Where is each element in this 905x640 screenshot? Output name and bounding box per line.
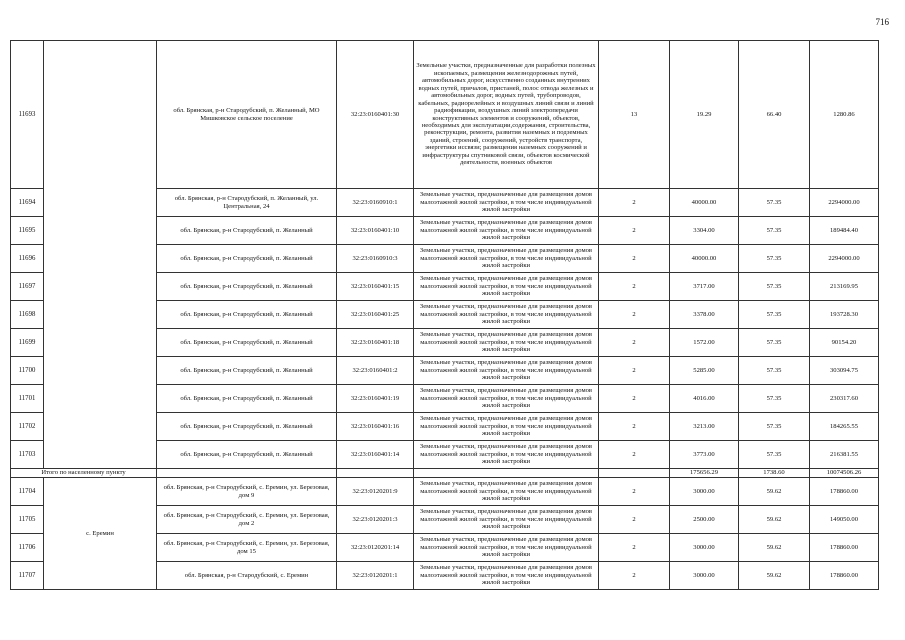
total-label: Итого по населенному пункту <box>11 469 157 478</box>
row-cadastral-value: 178860.00 <box>810 478 879 506</box>
row-cadastral-value: 230317.60 <box>810 385 879 413</box>
row-number: 11698 <box>11 301 44 329</box>
row-cadastral-value: 184265.55 <box>810 413 879 441</box>
total-area: 175656.29 <box>670 469 739 478</box>
row-specific-value: 59.62 <box>739 534 810 562</box>
row-cadastral-number: 32:23:0120201:3 <box>337 506 414 534</box>
row-cadastral-number: 32:23:0160910:1 <box>337 189 414 217</box>
row-address: обл. Брянская, р-н Стародубский, п. Желанный <box>157 413 337 441</box>
row-land-use: Земельные участки, предназначенные для размещения домов малоэтажной жилой застройки, в том числе индивидуальной жилой застройки <box>414 441 599 469</box>
row-cadastral-number: 32:23:0160401:19 <box>337 385 414 413</box>
row-address: обл. Брянская, р-н Стародубский, с. Еремин, ул. Березовая, дом 9 <box>157 478 337 506</box>
row-use-code: 2 <box>599 217 670 245</box>
row-number: 11695 <box>11 217 44 245</box>
row-specific-value: 59.62 <box>739 562 810 590</box>
row-number: 11704 <box>11 478 44 506</box>
row-land-use: Земельные участки, предназначенные для размещения домов малоэтажной жилой застройки, в том числе индивидуальной жилой застройки <box>414 301 599 329</box>
row-cadastral-value: 1280.86 <box>810 41 879 189</box>
row-number: 11703 <box>11 441 44 469</box>
row-number: 11694 <box>11 189 44 217</box>
row-area: 3000.00 <box>670 534 739 562</box>
total-cadastral-value: 10074506.26 <box>810 469 879 478</box>
row-area: 3717.00 <box>670 273 739 301</box>
row-land-use: Земельные участки, предназначенные для размещения домов малоэтажной жилой застройки, в том числе индивидуальной жилой застройки <box>414 478 599 506</box>
row-number: 11696 <box>11 245 44 273</box>
row-specific-value: 59.62 <box>739 506 810 534</box>
row-land-use: Земельные участки, предназначенные для размещения домов малоэтажной жилой застройки, в том числе индивидуальной жилой застройки <box>414 329 599 357</box>
row-land-use: Земельные участки, предназначенные для размещения домов малоэтажной жилой застройки, в том числе индивидуальной жилой застройки <box>414 245 599 273</box>
row-land-use: Земельные участки, предназначенные для размещения домов малоэтажной жилой застройки, в том числе индивидуальной жилой застройки <box>414 273 599 301</box>
row-address: обл. Брянская, р-н Стародубский, с. Еремин, ул. Березовая, дом 15 <box>157 534 337 562</box>
row-specific-value: 57.35 <box>739 357 810 385</box>
row-use-code: 2 <box>599 357 670 385</box>
total-blank-2 <box>337 469 414 478</box>
row-specific-value: 57.35 <box>739 385 810 413</box>
row-cadastral-number: 32:23:0160401:14 <box>337 441 414 469</box>
row-cadastral-value: 178860.00 <box>810 534 879 562</box>
table-body <box>11 41 879 590</box>
row-cadastral-value: 178860.00 <box>810 562 879 590</box>
row-use-code: 2 <box>599 562 670 590</box>
row-address: обл. Брянская, р-н Стародубский, п. Желанный <box>157 329 337 357</box>
row-number: 11701 <box>11 385 44 413</box>
row-cadastral-value: 90154.20 <box>810 329 879 357</box>
row-specific-value: 59.62 <box>739 478 810 506</box>
row-cadastral-number: 32:23:0160401:2 <box>337 357 414 385</box>
row-number: 11702 <box>11 413 44 441</box>
row-area: 5285.00 <box>670 357 739 385</box>
row-land-use: Земельные участки, предназначенные для размещения домов малоэтажной жилой застройки, в том числе индивидуальной жилой застройки <box>414 357 599 385</box>
row-land-use: Земельные участки, предназначенные для размещения домов малоэтажной жилой застройки, в том числе индивидуальной жилой застройки <box>414 562 599 590</box>
row-address: обл. Брянская, р-н Стародубский, п. Желанный <box>157 385 337 413</box>
row-land-use: Земельные участки, предназначенные для размещения домов малоэтажной жилой застройки, в том числе индивидуальной жилой застройки <box>414 534 599 562</box>
total-blank-3 <box>414 469 599 478</box>
row-area: 40000.00 <box>670 245 739 273</box>
row-use-code: 2 <box>599 534 670 562</box>
row-use-code: 2 <box>599 385 670 413</box>
total-row <box>11 469 879 478</box>
row-use-code: 2 <box>599 506 670 534</box>
row-cadastral-value: 303094.75 <box>810 357 879 385</box>
row-area: 40000.00 <box>670 189 739 217</box>
total-specific-value: 1738.60 <box>739 469 810 478</box>
row-use-code: 2 <box>599 273 670 301</box>
table-row <box>11 41 879 189</box>
row-land-use: Земельные участки, предназначенные для размещения домов малоэтажной жилой застройки, в том числе индивидуальной жилой застройки <box>414 413 599 441</box>
row-area: 2500.00 <box>670 506 739 534</box>
row-address: обл. Брянская, р-н Стародубский, п. Желанный <box>157 273 337 301</box>
row-cadastral-value: 2294000.00 <box>810 245 879 273</box>
row-specific-value: 57.35 <box>739 301 810 329</box>
row-land-use: Земельные участки, предназначенные для размещения домов малоэтажной жилой застройки, в том числе индивидуальной жилой застройки <box>414 217 599 245</box>
row-number: 11697 <box>11 273 44 301</box>
row-cadastral-number: 32:23:0120201:9 <box>337 478 414 506</box>
table-row <box>11 478 879 506</box>
row-area: 3304.00 <box>670 217 739 245</box>
row-address: обл. Брянская, р-н Стародубский, с. Еремин, ул. Березовая, дом 2 <box>157 506 337 534</box>
row-number: 11700 <box>11 357 44 385</box>
row-area: 3213.00 <box>670 413 739 441</box>
row-cadastral-number: 32:23:0160401:10 <box>337 217 414 245</box>
row-use-code: 2 <box>599 329 670 357</box>
row-use-code: 2 <box>599 301 670 329</box>
row-area: 1572.00 <box>670 329 739 357</box>
row-address: обл. Брянская, р-н Стародубский, п. Желанный, МО Мишковское сельское поселение <box>157 41 337 189</box>
row-specific-value: 57.35 <box>739 329 810 357</box>
row-number: 11699 <box>11 329 44 357</box>
row-cadastral-number: 32:23:0120201:14 <box>337 534 414 562</box>
row-cadastral-value: 213169.95 <box>810 273 879 301</box>
row-cadastral-value: 149050.00 <box>810 506 879 534</box>
row-specific-value: 57.35 <box>739 217 810 245</box>
row-address: обл. Брянская, р-н Стародубский, п. Желанный <box>157 217 337 245</box>
row-cadastral-number: 32:23:0160401:15 <box>337 273 414 301</box>
row-use-code: 2 <box>599 478 670 506</box>
row-number: 11693 <box>11 41 44 189</box>
row-address: обл. Брянская, р-н Стародубский, п. Желанный <box>157 441 337 469</box>
row-cadastral-value: 193728.30 <box>810 301 879 329</box>
row-cadastral-value: 189484.40 <box>810 217 879 245</box>
row-address: обл. Брянская, р-н Стародубский, п. Желанный <box>157 357 337 385</box>
row-use-code: 2 <box>599 413 670 441</box>
row-use-code: 13 <box>599 41 670 189</box>
row-specific-value: 57.35 <box>739 189 810 217</box>
row-specific-value: 66.40 <box>739 41 810 189</box>
cadastral-value-table <box>10 40 879 590</box>
row-specific-value: 57.35 <box>739 413 810 441</box>
row-cadastral-number: 32:23:0160401:18 <box>337 329 414 357</box>
row-area: 3000.00 <box>670 562 739 590</box>
row-number: 11706 <box>11 534 44 562</box>
row-number: 11707 <box>11 562 44 590</box>
row-area: 3773.00 <box>670 441 739 469</box>
row-specific-value: 57.35 <box>739 441 810 469</box>
row-land-use: Земельные участки, предназначенные для размещения домов малоэтажной жилой застройки, в том числе индивидуальной жилой застройки <box>414 506 599 534</box>
location-cell <box>44 41 157 469</box>
row-use-code: 2 <box>599 441 670 469</box>
row-cadastral-number: 32:23:0160401:16 <box>337 413 414 441</box>
row-cadastral-number: 32:23:0120201:1 <box>337 562 414 590</box>
row-address: обл. Брянская, р-н Стародубский, с. Еремин <box>157 562 337 590</box>
row-address: обл. Брянская, р-н Стародубский, п. Желанный, ул. Центральная, 24 <box>157 189 337 217</box>
row-cadastral-number: 32:23:0160401:30 <box>337 41 414 189</box>
total-blank-1 <box>157 469 337 478</box>
row-address: обл. Брянская, р-н Стародубский, п. Желанный <box>157 245 337 273</box>
row-cadastral-number: 32:23:0160910:3 <box>337 245 414 273</box>
row-area: 4016.00 <box>670 385 739 413</box>
row-specific-value: 57.35 <box>739 245 810 273</box>
row-specific-value: 57.35 <box>739 273 810 301</box>
row-cadastral-number: 32:23:0160401:25 <box>337 301 414 329</box>
location-label: с. Еремин <box>44 478 157 590</box>
row-use-code: 2 <box>599 189 670 217</box>
row-area: 19.29 <box>670 41 739 189</box>
row-cadastral-value: 216381.55 <box>810 441 879 469</box>
row-land-use: Земельные участки, предназначенные для разработки полезных ископаемых, размещения железнодорожных путей, автомобильных дорог, искусственно созданных внутренних водных путей, причалов, пристаней, полос отвода железных и автомобильных дорог, водных путей, трубопроводов, кабельных, радиорелейных и воздушных линий связи и линий радиофикации, воздушных линий электропередачи конструктивных элементов и сооружений, объектов, необходимых для эксплуатации,содержания, строительства, реконструкции, ремонта, развития наземных и подземных зданий, строений, сооружений, устройств транспорта, энергетики иссвязи; размещения наземных сооружений и инфраструктуры спутниковой связи, объектов космической деятельности, военных объектов <box>414 41 599 189</box>
row-land-use: Земельные участки, предназначенные для размещения домов малоэтажной жилой застройки, в том числе индивидуальной жилой застройки <box>414 189 599 217</box>
row-number: 11705 <box>11 506 44 534</box>
row-area: 3378.00 <box>670 301 739 329</box>
page-number: 716 <box>875 17 889 27</box>
row-cadastral-value: 2294000.00 <box>810 189 879 217</box>
row-address: обл. Брянская, р-н Стародубский, п. Желанный <box>157 301 337 329</box>
total-blank-4 <box>599 469 670 478</box>
row-use-code: 2 <box>599 245 670 273</box>
row-area: 3000.00 <box>670 478 739 506</box>
row-land-use: Земельные участки, предназначенные для размещения домов малоэтажной жилой застройки, в том числе индивидуальной жилой застройки <box>414 385 599 413</box>
